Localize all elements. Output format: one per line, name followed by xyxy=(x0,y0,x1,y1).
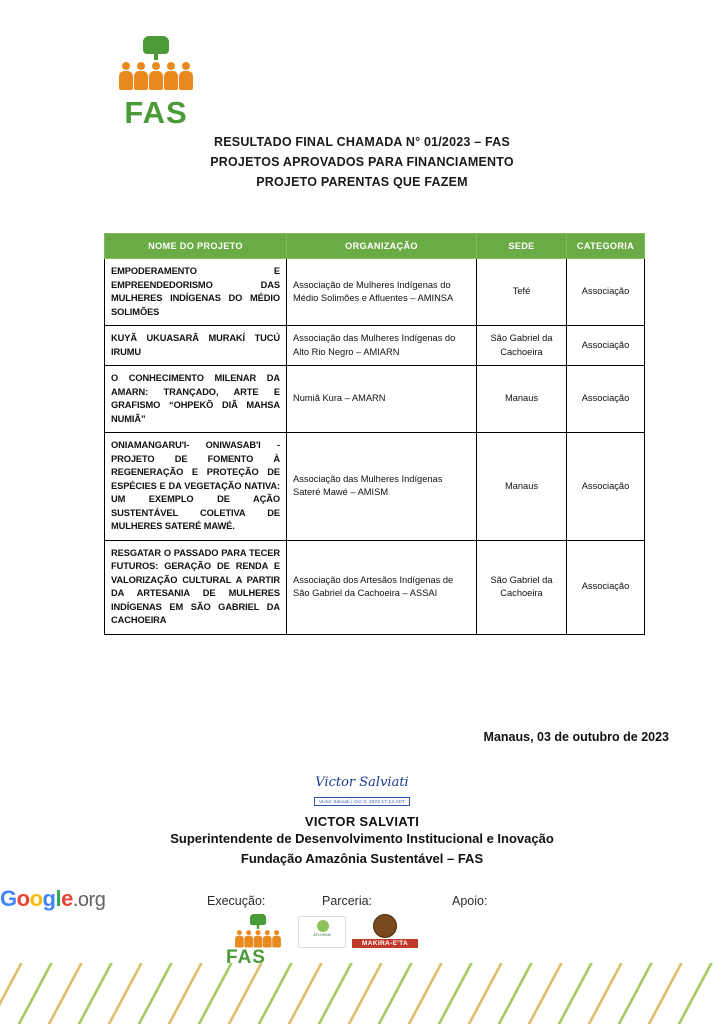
makira-emblem-icon xyxy=(373,914,397,938)
table-row xyxy=(105,366,645,433)
table-row xyxy=(105,540,645,634)
signature-stamp: Victor Salviati | Oct 3, 2023 17:13 ADT xyxy=(314,797,410,806)
cell-sede: Manaus xyxy=(477,366,567,433)
google-letter: o xyxy=(16,886,30,911)
person-icon xyxy=(179,62,193,90)
cell-categoria: Associação xyxy=(567,259,645,326)
cell-organizacao: Associação das Mulheres Indígenas do Alto Rio Negro – AMIARN xyxy=(287,326,477,366)
document-date: Manaus, 03 de outubro de 2023 xyxy=(483,730,669,744)
table-row xyxy=(105,259,645,326)
label-execucao: Execução: xyxy=(207,894,266,908)
cell-categoria: Associação xyxy=(567,326,645,366)
table-row xyxy=(105,433,645,541)
results-table-container xyxy=(104,233,635,635)
table-header-row xyxy=(105,234,645,259)
cell-projeto: ONIAMANGARU'I- ONIWASAB'I - PROJETO DE FOMENTO À REGENERAÇÃO E PROTEÇÃO DE ESPÉCIES E DA VEGETAÇÃO NATIVA: UM EXEMPLO DE AÇÃO SUSTENTÁVEL COLETIVA DE MULHERES SATERÉ MAWÉ. xyxy=(105,433,287,541)
makira-eta-logo-text: MAKIRA-E'TA xyxy=(352,939,418,948)
cell-projeto: RESGATAR O PASSADO PARA TECER FUTUROS: GERAÇÃO DE RENDA E VALORIZAÇÃO CULTURAL A PARTIR DA ARTESANIA DE MULHERES INDÍGENAS EM SÃO GABRIEL DA CACHOEIRA xyxy=(105,540,287,634)
person-icon xyxy=(164,62,178,90)
cell-categoria: Associação xyxy=(567,540,645,634)
fas-logo-small-mark xyxy=(231,914,284,938)
column-header-projeto: NOME DO PROJETO xyxy=(105,234,287,259)
column-header-sede: SEDE xyxy=(477,234,567,259)
person-icon xyxy=(254,930,263,947)
results-table xyxy=(104,233,645,635)
title-line-3: PROJETO PARENTAS QUE FAZEM xyxy=(256,175,468,189)
person-icon xyxy=(119,62,133,90)
title-line-2: PROJETOS APROVADOS PARA FINANCIAMENTO xyxy=(210,155,514,169)
fas-logo-small-text: FAS xyxy=(226,947,266,968)
partners-section xyxy=(0,886,724,968)
google-org-suffix: .org xyxy=(72,889,106,911)
afloram-logo xyxy=(298,916,346,948)
leaf-icon xyxy=(317,920,329,932)
person-icon xyxy=(235,930,244,947)
person-icon xyxy=(244,930,253,947)
cell-projeto: EMPODERAMENTO E EMPREENDEDORISMO DAS MULHERES INDÍGENAS DO MÉDIO SOLIMÕES xyxy=(105,259,287,326)
cell-sede: São Gabriel da Cachoeira xyxy=(477,326,567,366)
signature-block xyxy=(0,776,724,869)
signer-role-line-1: Superintendente de Desenvolvimento Institucional e Inovação xyxy=(170,831,554,846)
afloram-logo-text: AFLORAM xyxy=(313,933,331,937)
google-letter: G xyxy=(0,886,17,911)
people-group-icon xyxy=(119,58,193,90)
cell-organizacao: Associação das Mulheres Indígenas Sateré Mawé – AMISM xyxy=(287,433,477,541)
person-icon xyxy=(272,930,281,947)
fas-logo-small xyxy=(215,914,277,967)
google-letter: l xyxy=(55,886,62,911)
google-letter: e xyxy=(61,886,73,911)
cell-projeto: KUYÃ UKUASARÃ MURAKÍ TUCÚ IRUMU xyxy=(105,326,287,366)
signature-script: Victor Salviati xyxy=(315,775,409,790)
label-apoio: Apoio: xyxy=(452,894,488,908)
label-parceria: Parceria: xyxy=(322,894,373,908)
fas-logo-mark xyxy=(113,36,199,94)
cell-sede: São Gabriel da Cachoeira xyxy=(477,540,567,634)
title-line-1: RESULTADO FINAL CHAMADA N° 01/2023 – FAS xyxy=(214,135,510,149)
fas-logo-text: FAS xyxy=(124,95,188,130)
google-letter: o xyxy=(29,886,43,911)
makira-eta-logo xyxy=(352,914,418,950)
signer-name: VICTOR SALVIATI xyxy=(304,814,420,829)
table-row xyxy=(105,326,645,366)
cell-projeto: O CONHECIMENTO MILENAR DA AMARN: TRANÇADO, ARTE E GRAFISMO “OHPEKÕ DIÃ MAHSA NUMIÃ” xyxy=(105,366,287,433)
column-header-organizacao: ORGANIZAÇÃO xyxy=(287,234,477,259)
google-letter: g xyxy=(42,886,56,911)
fas-logo xyxy=(96,36,216,128)
cell-organizacao: Associação dos Artesãos Indígenas de São Gabriel da Cachoeira – ASSAI xyxy=(287,540,477,634)
bottom-decoration xyxy=(0,962,724,1024)
person-icon xyxy=(263,930,272,947)
page-title xyxy=(0,132,724,192)
signer-role-line-2: Fundação Amazônia Sustentável – FAS xyxy=(240,851,484,866)
column-header-categoria: CATEGORIA xyxy=(567,234,645,259)
cell-sede: Tefé xyxy=(477,259,567,326)
cell-organizacao: Associação de Mulheres Indígenas do Médio Solimões e Afluentes – AMINSA xyxy=(287,259,477,326)
person-icon xyxy=(149,62,163,90)
person-icon xyxy=(134,62,148,90)
cell-organizacao: Numiã Kura – AMARN xyxy=(287,366,477,433)
cell-sede: Manaus xyxy=(477,433,567,541)
cell-categoria: Associação xyxy=(567,433,645,541)
cell-categoria: Associação xyxy=(567,366,645,433)
people-group-icon xyxy=(235,928,281,948)
